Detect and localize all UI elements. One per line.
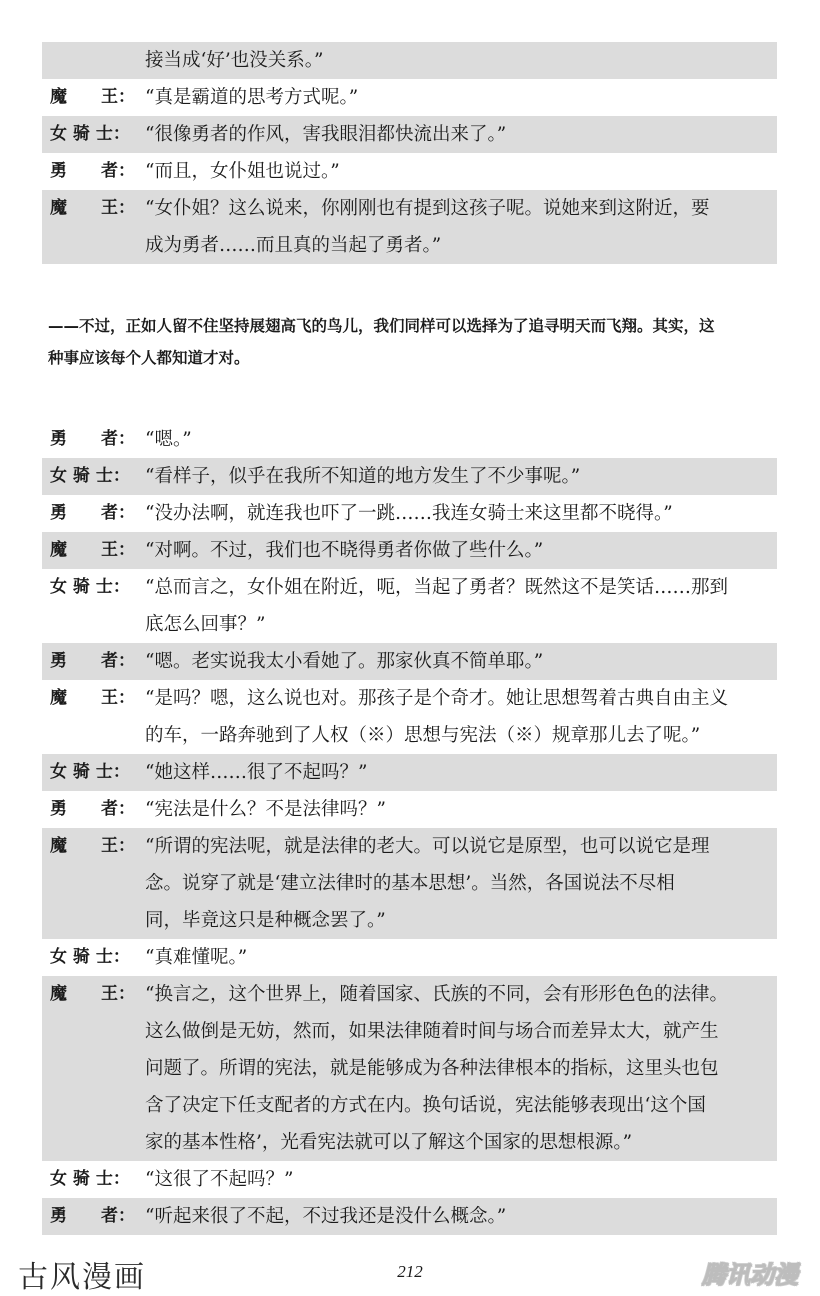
speech-text <box>145 754 769 791</box>
speech-text <box>145 680 769 754</box>
speaker-label: 魔 王： <box>50 836 135 856</box>
speech-text <box>145 1198 769 1235</box>
dialogue-row <box>42 79 777 116</box>
speech-text <box>145 569 769 643</box>
dialogue-row <box>42 828 777 939</box>
speech-line: “这很了不起吗？” <box>145 1169 294 1190</box>
page-number: 212 <box>397 1262 423 1281</box>
dialogue-block-top <box>42 42 777 264</box>
speech-line: “女仆姐？这么说来，你刚刚也有提到这孩子呢。说她来到这附近，要 <box>145 198 710 219</box>
speech-line: 问题了。所谓的宪法，就是能够成为各种法律根本的指标，这里头也包 <box>145 1058 719 1079</box>
speaker-label: 女 骑 士： <box>50 1169 130 1189</box>
speaker-label: 勇 者： <box>50 1206 135 1226</box>
speech-text <box>145 79 769 116</box>
speech-line: 含了决定下任支配者的方式在内。换句话说，宪法能够表现出‘这个国 <box>145 1095 706 1116</box>
speaker-label: 魔 王： <box>50 688 135 708</box>
speech-line: “总而言之，女仆姐在附近，呃，当起了勇者？既然这不是笑话……那到 <box>145 577 728 598</box>
speaker-label: 勇 者： <box>50 651 135 671</box>
dialogue-row <box>42 42 777 79</box>
dialogue-row <box>42 458 777 495</box>
speech-line: “宪法是什么？不是法律吗？” <box>145 799 386 820</box>
dialogue-row <box>42 976 777 1161</box>
speech-line: “对啊。不过，我们也不晓得勇者你做了些什么。” <box>145 540 544 561</box>
speech-text <box>145 116 769 153</box>
dialogue-row <box>42 421 777 458</box>
speech-line: 成为勇者……而且真的当起了勇者。” <box>145 235 442 256</box>
speech-line: “听起来很了不起，不过我还是没什么概念。” <box>145 1206 507 1227</box>
speech-text <box>145 643 769 680</box>
speaker-label: 女 骑 士： <box>50 124 130 144</box>
dialogue-row <box>42 116 777 153</box>
speech-line: “真难懂呢。” <box>145 947 248 968</box>
speech-line: 接当成‘好’也没关系。” <box>145 50 324 71</box>
dialogue-row <box>42 643 777 680</box>
speech-line: “真是霸道的思考方式呢。” <box>145 87 359 108</box>
narration-paragraph <box>48 310 776 374</box>
dialogue-row <box>42 1161 777 1198</box>
speech-text <box>145 421 769 458</box>
speech-line: “看样子，似乎在我所不知道的地方发生了不少事呢。” <box>145 466 581 487</box>
speech-line: 家的基本性格’，光看宪法就可以了解这个国家的思想根源。” <box>145 1132 633 1153</box>
speech-line: 念。说穿了就是‘建立法律时的基本思想’。当然，各国说法不尽相 <box>145 873 675 894</box>
narration-line: 种事应该每个人都知道才对。 <box>48 349 250 367</box>
speaker-label: 女 骑 士： <box>50 466 130 486</box>
speech-line: “嗯。老实说我太小看她了。那家伙真不简单耶。” <box>145 651 544 672</box>
watermark-left: 古风漫画 <box>18 1260 146 1295</box>
watermark-right: 腾讯动漫 <box>702 1261 798 1289</box>
dialogue-row <box>42 939 777 976</box>
speech-line: 这么做倒是无妨，然而，如果法律随着时间与场合而差异太大，就产生 <box>145 1021 719 1042</box>
speech-text <box>145 828 769 939</box>
speech-text <box>145 190 769 264</box>
speaker-label: 勇 者： <box>50 161 135 181</box>
speech-line: “所谓的宪法呢，就是法律的老大。可以说它是原型，也可以说它是理 <box>145 836 710 857</box>
speech-line: “她这样……很了不起吗？” <box>145 762 368 783</box>
speech-text <box>145 495 769 532</box>
speaker-label: 勇 者： <box>50 429 135 449</box>
speech-line: “没办法啊，就连我也吓了一跳……我连女骑士来这里都不晓得。” <box>145 503 673 524</box>
speaker-label: 女 骑 士： <box>50 762 130 782</box>
speech-text <box>145 939 769 976</box>
dialogue-row <box>42 791 777 828</box>
speaker-label: 勇 者： <box>50 799 135 819</box>
speech-line: “换言之，这个世界上，随着国家、氏族的不同，会有形形色色的法律。 <box>145 984 728 1005</box>
dialogue-row <box>42 680 777 754</box>
dialogue-row <box>42 569 777 643</box>
speaker-label: 魔 王： <box>50 984 135 1004</box>
dialogue-row <box>42 754 777 791</box>
dialogue-block-main <box>42 421 777 1235</box>
speaker-label: 魔 王： <box>50 198 135 218</box>
speaker-label: 魔 王： <box>50 540 135 560</box>
speech-line: “而且，女仆姐也说过。” <box>145 161 340 182</box>
speech-text <box>145 42 769 79</box>
speech-text <box>145 976 769 1161</box>
speaker-label: 女 骑 士： <box>50 947 130 967</box>
dialogue-row <box>42 153 777 190</box>
speech-text <box>145 791 769 828</box>
speech-text <box>145 532 769 569</box>
speech-line: 的车，一路奔驰到了人权（※）思想与宪法（※）规章那儿去了呢。” <box>145 725 701 746</box>
speech-text <box>145 458 769 495</box>
speech-text <box>145 1161 769 1198</box>
dialogue-row <box>42 1198 777 1235</box>
speech-text <box>145 153 769 190</box>
dialogue-row <box>42 190 777 264</box>
speaker-label: 女 骑 士： <box>50 577 130 597</box>
dialogue-row <box>42 495 777 532</box>
speech-line: 底怎么回事？” <box>145 614 266 635</box>
speech-line: “是吗？嗯，这么说也对。那孩子是个奇才。她让思想驾着古典自由主义 <box>145 688 728 709</box>
speaker-label: 勇 者： <box>50 503 135 523</box>
speech-line: 同，毕竟这只是种概念罢了。” <box>145 910 386 931</box>
speech-line: “嗯。” <box>145 429 192 450</box>
dialogue-row <box>42 532 777 569</box>
speech-line: “很像勇者的作风，害我眼泪都快流出来了。” <box>145 124 507 145</box>
speaker-label: 魔 王： <box>50 87 135 107</box>
narration-line: ——不过，正如人留不住坚持展翅高飞的鸟儿，我们同样可以选择为了追寻明天而飞翔。其实，这 <box>48 317 715 335</box>
